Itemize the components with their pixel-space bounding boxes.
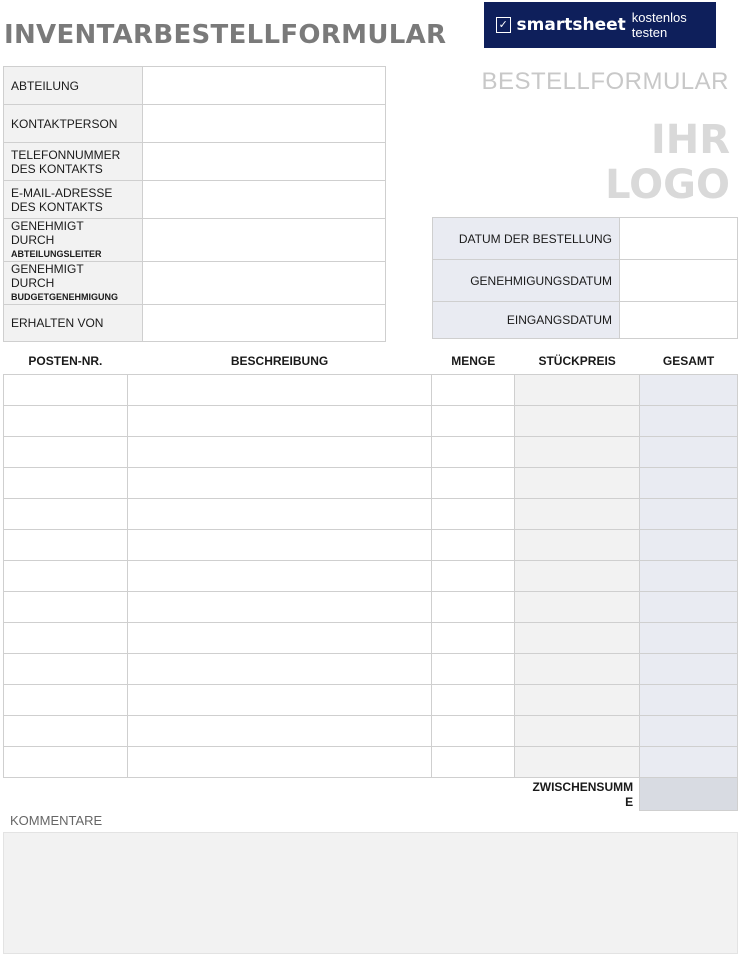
cell-menge[interactable]	[432, 654, 515, 685]
cell-posten[interactable]	[4, 530, 128, 561]
table-row	[4, 592, 738, 623]
cell-stueckpreis[interactable]	[515, 561, 640, 592]
cell-gesamt[interactable]	[640, 623, 738, 654]
cell-stueckpreis[interactable]	[515, 623, 640, 654]
subtotal-value[interactable]	[640, 778, 738, 811]
cell-posten[interactable]	[4, 685, 128, 716]
cell-menge[interactable]	[432, 716, 515, 747]
cell-posten[interactable]	[4, 747, 128, 778]
label-genehmigt-line1: GENEHMIGT	[11, 219, 84, 233]
cell-posten[interactable]	[4, 561, 128, 592]
label-telefon-line2: DES KONTAKTS	[11, 161, 103, 176]
comments-label: KOMMENTARE	[10, 813, 103, 828]
cell-gesamt[interactable]	[640, 375, 738, 406]
cell-stueckpreis[interactable]	[515, 468, 640, 499]
cell-stueckpreis[interactable]	[515, 530, 640, 561]
cell-stueckpreis[interactable]	[515, 747, 640, 778]
field-eingangsdatum[interactable]	[620, 302, 738, 339]
label-email-line1: E-MAIL-ADRESSE	[11, 185, 113, 200]
table-row	[4, 747, 738, 778]
cell-menge[interactable]	[432, 685, 515, 716]
header-gesamt: GESAMT	[640, 347, 738, 375]
subtotal-spacer	[127, 778, 431, 811]
label-erhalten: ERHALTEN VON	[4, 305, 143, 342]
cell-beschreibung[interactable]	[127, 530, 431, 561]
trial-link[interactable]: kostenlos testen	[631, 10, 687, 40]
cell-posten[interactable]	[4, 406, 128, 437]
field-telefon[interactable]	[143, 143, 386, 181]
cell-gesamt[interactable]	[640, 716, 738, 747]
items-table	[3, 347, 738, 811]
label-abteilung: ABTEILUNG	[4, 67, 143, 105]
subtotal-label	[515, 778, 640, 811]
brand-name: smartsheet	[516, 15, 626, 35]
cell-beschreibung[interactable]	[127, 747, 431, 778]
label-genehmigt-sub: ABTEILUNGSLEITER	[11, 249, 102, 259]
cell-beschreibung[interactable]	[127, 685, 431, 716]
field-email[interactable]	[143, 181, 386, 219]
cell-posten[interactable]	[4, 623, 128, 654]
cell-gesamt[interactable]	[640, 499, 738, 530]
cell-beschreibung[interactable]	[127, 437, 431, 468]
cell-gesamt[interactable]	[640, 468, 738, 499]
field-erhalten[interactable]	[143, 305, 386, 342]
subtotal-label-line2: E	[625, 795, 634, 809]
logo-line-1: IHR	[650, 117, 730, 163]
cell-menge[interactable]	[432, 561, 515, 592]
label-telefon-line1: TELEFONNUMMER	[11, 147, 121, 162]
table-row	[4, 499, 738, 530]
form-subtitle: BESTELLFORMULAR	[481, 68, 729, 95]
cell-menge[interactable]	[432, 530, 515, 561]
subtotal-label-line1: ZWISCHENSUMM	[532, 780, 634, 794]
cell-gesamt[interactable]	[640, 592, 738, 623]
table-row	[4, 654, 738, 685]
cell-gesamt[interactable]	[640, 747, 738, 778]
cell-menge[interactable]	[432, 623, 515, 654]
subtotal-spacer	[4, 778, 128, 811]
table-row	[4, 561, 738, 592]
label-eingangsdatum: EINGANGSDATUM	[433, 302, 620, 339]
table-row	[4, 685, 738, 716]
label-genehmigt-budget	[4, 262, 143, 305]
cell-gesamt[interactable]	[640, 685, 738, 716]
cell-gesamt[interactable]	[640, 654, 738, 685]
field-kontaktperson[interactable]	[143, 105, 386, 143]
field-genehmigt-abteilungsleiter[interactable]	[143, 219, 386, 262]
cell-posten[interactable]	[4, 499, 128, 530]
cell-posten[interactable]	[4, 592, 128, 623]
cell-stueckpreis[interactable]	[515, 592, 640, 623]
table-row	[4, 375, 738, 406]
cell-stueckpreis[interactable]	[515, 499, 640, 530]
cell-menge[interactable]	[432, 406, 515, 437]
label-genehmigt-sub: BUDGETGENEHMIGUNG	[11, 292, 119, 302]
dates-table	[432, 217, 738, 339]
cell-beschreibung[interactable]	[127, 375, 431, 406]
cell-stueckpreis[interactable]	[515, 437, 640, 468]
info-table	[3, 66, 386, 342]
label-genehmigt-abteilungsleiter	[4, 219, 143, 262]
field-abteilung[interactable]	[143, 67, 386, 105]
comments-field[interactable]	[3, 832, 738, 954]
logo-placeholder	[605, 118, 730, 208]
cell-menge[interactable]	[432, 592, 515, 623]
cell-gesamt[interactable]	[640, 530, 738, 561]
table-row	[4, 716, 738, 747]
cell-menge[interactable]	[432, 437, 515, 468]
field-genehmigungsdatum[interactable]	[620, 260, 738, 302]
field-genehmigt-budget[interactable]	[143, 262, 386, 305]
table-row	[4, 437, 738, 468]
table-row	[4, 468, 738, 499]
cell-posten[interactable]	[4, 716, 128, 747]
cell-beschreibung[interactable]	[127, 623, 431, 654]
label-genehmigt-line2: DURCH	[11, 276, 55, 290]
label-genehmigungsdatum: GENEHMIGUNGSDATUM	[433, 260, 620, 302]
cell-beschreibung[interactable]	[127, 468, 431, 499]
cell-posten[interactable]	[4, 437, 128, 468]
cell-posten[interactable]	[4, 468, 128, 499]
header-menge: MENGE	[432, 347, 515, 375]
label-genehmigt-line1: GENEHMIGT	[11, 262, 84, 276]
header-beschreibung: BESCHREIBUNG	[127, 347, 431, 375]
label-kontaktperson: KONTAKTPERSON	[4, 105, 143, 143]
cell-gesamt[interactable]	[640, 406, 738, 437]
label-email	[4, 181, 143, 219]
label-genehmigt-line2: DURCH	[11, 233, 55, 247]
label-email-line2: DES KONTAKTS	[11, 199, 103, 214]
cell-beschreibung[interactable]	[127, 654, 431, 685]
cell-beschreibung[interactable]	[127, 716, 431, 747]
cell-menge[interactable]	[432, 375, 515, 406]
checkmark-icon: ✓	[496, 17, 511, 33]
cell-menge[interactable]	[432, 747, 515, 778]
cell-menge[interactable]	[432, 468, 515, 499]
cell-menge[interactable]	[432, 499, 515, 530]
cell-beschreibung[interactable]	[127, 406, 431, 437]
header-posten: POSTEN-NR.	[4, 347, 128, 375]
table-row	[4, 406, 738, 437]
cell-stueckpreis[interactable]	[515, 406, 640, 437]
logo-line-2: LOGO	[605, 162, 730, 208]
cell-stueckpreis[interactable]	[515, 716, 640, 747]
subtotal-spacer	[432, 778, 515, 811]
cell-gesamt[interactable]	[640, 561, 738, 592]
cell-beschreibung[interactable]	[127, 499, 431, 530]
page-title: INVENTARBESTELLFORMULAR	[4, 20, 447, 50]
cell-stueckpreis[interactable]	[515, 654, 640, 685]
label-datum-bestellung: DATUM DER BESTELLUNG	[433, 218, 620, 260]
cell-gesamt[interactable]	[640, 437, 738, 468]
label-telefon	[4, 143, 143, 181]
cell-posten[interactable]	[4, 375, 128, 406]
table-row	[4, 530, 738, 561]
cell-stueckpreis[interactable]	[515, 375, 640, 406]
field-datum-bestellung[interactable]	[620, 218, 738, 260]
cell-stueckpreis[interactable]	[515, 685, 640, 716]
smartsheet-banner[interactable]	[484, 2, 716, 48]
cell-beschreibung[interactable]	[127, 561, 431, 592]
table-row	[4, 623, 738, 654]
header-stueckpreis: STÜCKPREIS	[515, 347, 640, 375]
cell-posten[interactable]	[4, 654, 128, 685]
cell-beschreibung[interactable]	[127, 592, 431, 623]
